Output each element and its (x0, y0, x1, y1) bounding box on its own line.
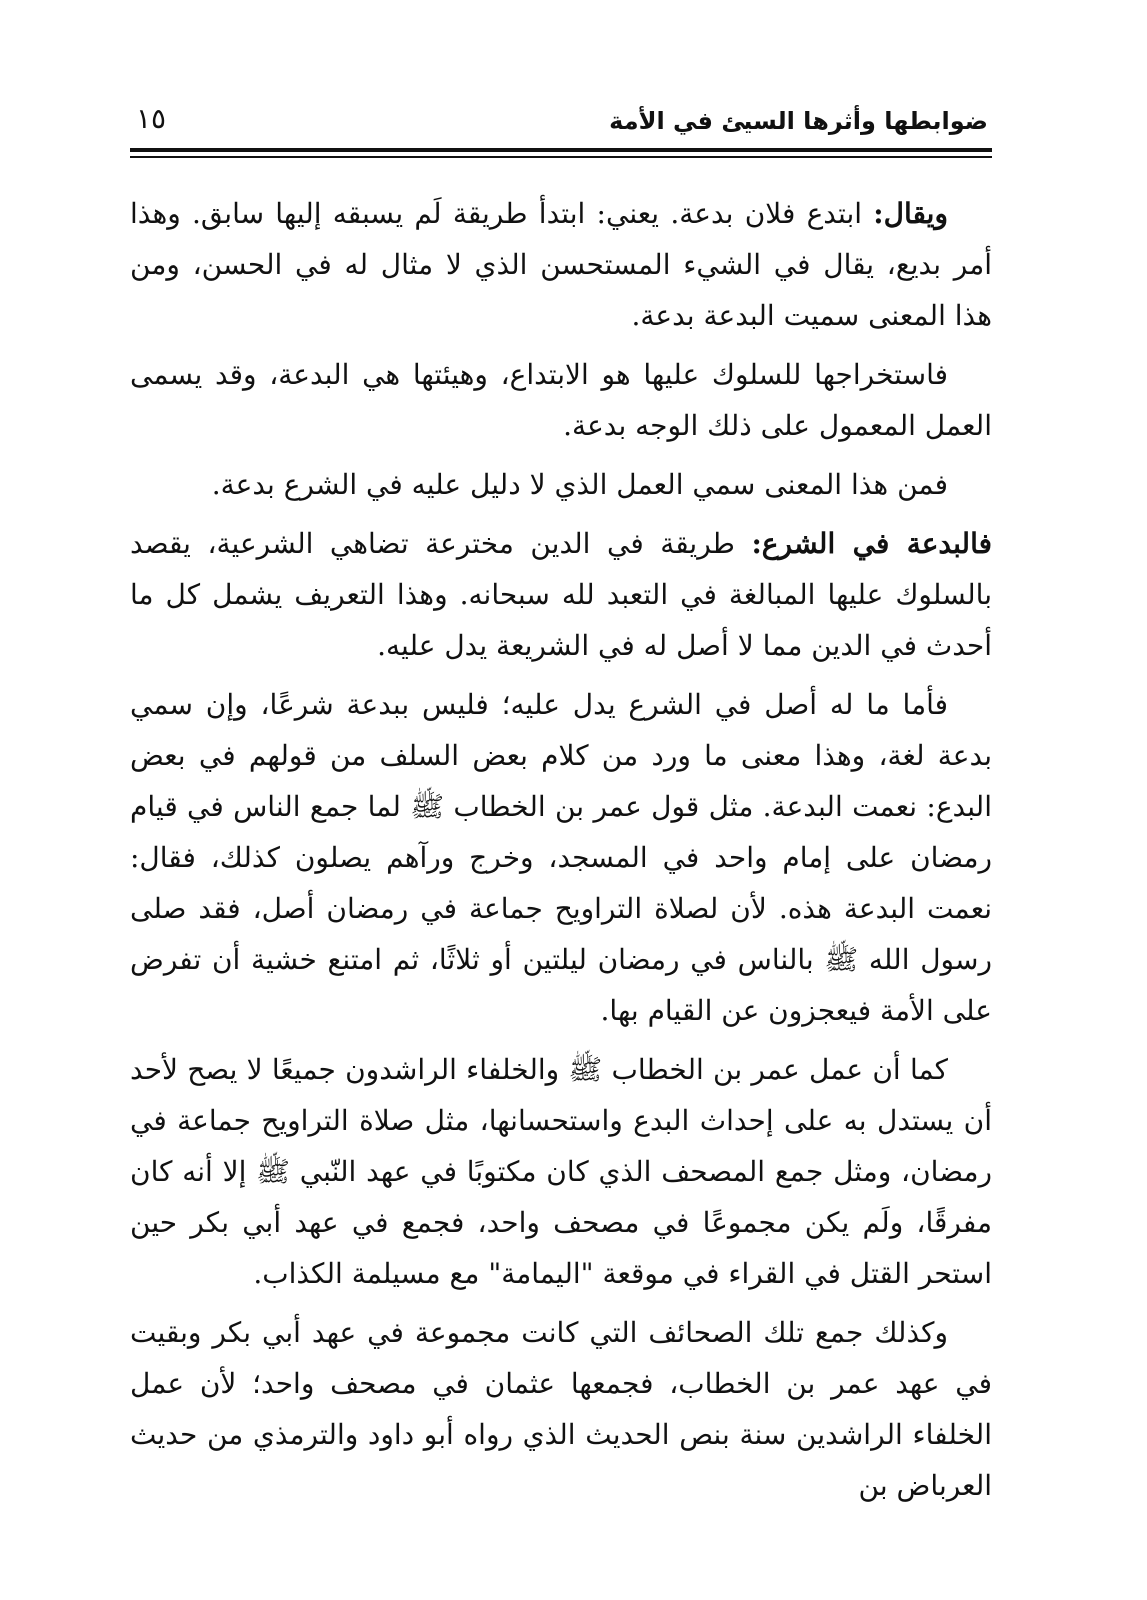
page-number: ١٥ (136, 102, 167, 135)
page-header (130, 92, 992, 142)
paragraph-5 (130, 679, 992, 1036)
paragraph-7-text: وكذلك جمع تلك الصحائف التي كانت مجموعة في عهد أبي بكر وبقيت في عهد عمر بن الخطاب، فجمعها عثمان في مصحف واحد؛ لأن عمل الخلفاء الراشدين سنة بنص الحديث الذي رواه أبو داود والترمذي من حديث العرباض بن (130, 1316, 992, 1502)
paragraph-3-text: فمن هذا المعنى سمي العمل الذي لا دليل عليه في الشرع بدعة. (211, 468, 948, 501)
paragraph-6-text: كما أن عمل عمر بن الخطاب ﷺ والخلفاء الراشدون جميعًا لا يصح لأحد أن يستدل به على إحداث البدع واستحسانها، مثل صلاة التراويح جماعة في رمضان، ومثل جمع المصحف الذي كان مكتوبًا في عهد النّبي ﷺ إلا أنه كان مفرقًا، ولَم يكن مجموعًا في مصحف واحد، فجمع في عهد أبي بكر حين استحر القتل في القراء في موقعة "اليمامة" مع مسيلمة الكذاب. (130, 1053, 992, 1290)
book-page (130, 92, 992, 1572)
header-rule-thick (130, 148, 992, 152)
paragraph-6 (130, 1044, 992, 1299)
paragraph-2 (130, 349, 992, 451)
paragraph-3 (130, 459, 992, 510)
paragraph-1 (130, 188, 992, 341)
paragraph-4-text: طريقة في الدين مخترعة تضاهي الشرعية، يقصد بالسلوك عليها المبالغة في التعبد لله سبحانه. وهذا التعريف يشمل كل ما أحدث في الدين مما لا أصل له في الشريعة يدل عليه. (130, 527, 992, 662)
paragraph-4 (130, 518, 992, 671)
running-title: ضوابطها وأثرها السيئ في الأمة (609, 107, 988, 135)
paragraph-4-lead: فالبدعة في الشرع: (751, 527, 993, 560)
paragraph-1-lead: ويقال: (873, 197, 948, 230)
paragraph-2-text: فاستخراجها للسلوك عليها هو الابتداع، وهيئتها هي البدعة، وقد يسمى العمل المعمول على ذلك الوجه بدعة. (130, 358, 992, 442)
header-rule-thin (130, 156, 992, 158)
paragraph-5-text: فأما ما له أصل في الشرع يدل عليه؛ فليس ببدعة شرعًا، وإن سمي بدعة لغة، وهذا معنى ما ورد من كلام بعض السلف من قولهم في بعض البدع: نعمت البدعة. مثل قول عمر بن الخطاب ﷺ لما جمع الناس في قيام رمضان على إمام واحد في المسجد، وخرج ورآهم يصلون كذلك، فقال: نعمت البدعة هذه. لأن لصلاة التراويح جماعة في رمضان أصل، فقد صلى رسول الله ﷺ بالناس في رمضان ليلتين أو ثلاثًا، ثم امتنع خشية أن تفرض على الأمة فيعجزون عن القيام بها. (130, 688, 992, 1027)
body-text (130, 188, 992, 1519)
paragraph-7 (130, 1307, 992, 1511)
paragraph-1-text: ابتدع فلان بدعة. يعني: ابتدأ طريقة لَم يسبقه إليها سابق. وهذا أمر بديع، يقال في الشيء المستحسن الذي لا مثال له في الحسن، ومن هذا المعنى سميت البدعة بدعة. (130, 197, 992, 332)
